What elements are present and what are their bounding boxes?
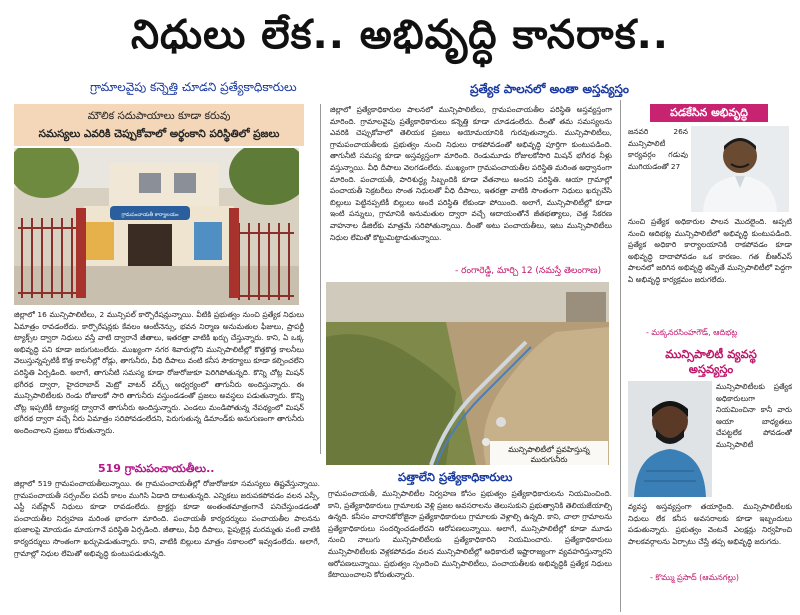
kicker-line-2: సమస్యలు ఎవరికి చెప్పుకోవాలో అర్థంకాని పరిస్థితిలో ప్రజలు bbox=[38, 128, 280, 140]
dateline-credit: - రంగారెడ్డి, మార్చి 12 (నమస్తే తెలంగాణ) bbox=[455, 266, 602, 276]
sidebar-credit-2: - కొమ్ము ప్రసాద్ (ఆమనగల్లు) bbox=[650, 573, 739, 582]
column-divider-2 bbox=[620, 100, 621, 612]
headline: నిధులు లేక.. అభివృద్ధి కానరాక.. bbox=[130, 12, 670, 58]
sidebar-head-2-line-2: అస్తవ్యస్తం bbox=[688, 362, 734, 376]
mid-article: జిల్లాలో ప్రత్యేకాధికారుల పాలనలో మున్సిపాలిటీలు, గ్రామపంచాయతీల పరిస్థితి అస్తవ్యస్తంగా మారింది. గ్రామాలవైపు ప్రత్యేకాధికారులు కన్నెత్తి కూడా చూడడంలేదు. దీంతో తమ సమస్యలను ఎవరికి చెప్పుకోవాలో తెలియక ప్రజలు అయోమయానికి గురవుతున్నారు. మున్సిపాలిటీలు, గ్రామపంచాయతీలకు ప్రభుత్వం నుంచి నిధులు రాకపోవడంతో అభివృద్ధి పూర్తిగా కుంటుపడింది. తాగునీటి సమస్య కూడా అస్తవ్యస్తంగా మారింది. రెండుమూడు రోజులకోసారి మిషన్ భగీరథ నీళ్లు వస్తున్నాయి. వీధి దీపాలు వెలగడంలేదు. ముఖ్యంగా గ్రామపంచాయతీల పరిస్థితి మరింత అధ్వానంగా మారింది. పంచాయతీ, పారిశుద్ధ్య సిబ్బందికి కూడా వేతనాలు అందని పరిస్థితి. ఆయా గ్రామాల్లో పంచాయతీ సెక్రటరీలు సొంత నిధులతో వీధి దీపాలు, ఇతరత్రా వాటికి సొంతంగా నిధులు ఖర్చుచేసి బిల్లులు పెట్టినప్పటికీ బిల్లులు అందే పరిస్థితి లేకుండా పోయింది. అలాగే, మున్సిపాలిటీల్లో కూడా ఇంటి పన్నులు, గ్రామానికి అనుమతుల ద్వారా వచ్చే ఆదాయంతోనే జీతభత్యాలు, చెత్త సేకరణ వాహనాల డీజిల్‌కు మాత్రమే సరిపోతున్నాయి. దీంతో అటు పంచాయతీలు, ఇటు మున్సిపాలిటీలు నిధుల లేమితో కొట్టుమిట్టాడుతున్నాయి. bbox=[330, 105, 612, 242]
person-photo-2 bbox=[628, 381, 712, 497]
sidebar-text-2-top: మున్సిపాలిటీలకు ప్రత్యేక అధికారులుగా నియమించినా కానీ వారు ఆయా బాధ్యతలు చేపట్టలేక పోవడంతో మున్సిపాలిటీ bbox=[716, 382, 792, 449]
section-head-officers: పత్తాలేని ప్రత్యేకాధికారులు bbox=[398, 470, 513, 484]
sidebar-credit-1: - మక్కనరసింహగౌడ్, ఆదిభట్ల bbox=[646, 328, 738, 337]
left-article-2: జిల్లాలో 519 గ్రామపంచాయతీలున్నాయి. ఈ గ్రామపంచాయతీల్లో రోజురోజుకూ సమస్యలు తిష్టవేస్తున్నాయి. గ్రామపంచాయతీ సర్పంచ్‌ల పదవీ కాలం ముగిసి ఏడాది దాటుతున్నది. ఎన్నికలు జరుపకపోవడం వలన ఎస్సీ, ఎస్టీ సబ్‌ప్లాన్ నిధులు కూడా రావడంలేదు. ట్రాక్టర్లు కూడా అంతంతమాత్రంగానే పనిచేస్తుండడంతో పంచాయతీల నిర్వహణ మరింత భారంగా మారింది. పంచాయతీ కార్యదర్శులు పంచాయతీల పాలనను భుజాలపై మోయడం మాయగానే పరిస్థితి ఏర్పడింది. జీతాలు, వీధి దీపాలు, పైపులైన్ల మరమ్మతు వంటి వాటికి కార్యదర్శులు సొంతంగా ఖర్చుపెడుతున్నారు. కాని, వాటికి బిల్లులు మాత్రం సకాలంలో ఇవ్వడంలేదు. అలాగే, గ్రామాల్లో నిధుల లేమితో అభివృద్ధి కుంటుపడుతున్నది. bbox=[14, 479, 320, 558]
kicker-line-1: మౌలిక సదుపాయాలు కూడా కరువు bbox=[87, 110, 231, 122]
kicker-box bbox=[14, 104, 304, 146]
subhead-left: గ్రామాలవైపు కన్నెత్తి చూడని ప్రత్యేకాధికారులు bbox=[90, 80, 297, 94]
left-article: జిల్లాలో 16 మున్సిపాలిటీలు, 2 మున్సిపల్ కార్పొరేషన్లున్నాయి. వీటికి ప్రభుత్వం నుంచి ప్రత్యేక నిధులు ఏమాత్రం రావడంలేదు. కార్పొరేషన్లకు కేవలం ఆంటీనెన్సు, భవన నిర్మాణ అనుమతుల ఫీజులు, ప్రాపర్టీ ట్యాక్స్‌ల ద్వారా నిధులు వస్తే వాటి ద్వారానే జీతాలు, ఇతరత్రా వాటికి ఖర్చు చేస్తున్నారు. కాని, ఏ ఒక్క అభివృద్ధి పని కూడా జరుగుటంలేదు. ముఖ్యంగా నగర శివారుల్లోని మున్సిపాలిటీల్లో కొత్తకొత్త కాలనీలు వెలుస్తున్నప్పటికీ కొత్త కాలనీల్లో రోడ్లు, తాగునీరు, వీధి దీపాలు వంటి కనీస సౌకర్యాలు కూడా కల్పించలేని పరిస్థితి ఏర్పడింది. అలాగే, తాగునీటి సమస్య కూడా రోజురోజుకూ పెరిగిపోతున్నది. కొన్ని చోట్ల మిషన్ భగీరథ ద్వారా, హైదరాబాద్ మెట్రో వాటర్ వర్క్స్ ఆధ్వర్యంలో తాగునీరు అందిస్తున్నారు. ఈ మున్సిపాలిటీలకు రెండు రోజులకో సారి తాగునీరు వస్తుండడంతో ప్రజలు అవస్థలు పడుతున్నారు. కొన్ని చోట్ల ఇప్పటికీ ట్యాంకర్ల ద్వారానే తాగునీరు అందిస్తున్నారు. ఎండలు మండిపోతున్న నేపథ్యంలో మిషన్ భగీరథ ద్వారా వచ్చే నీరు ఏమాత్రం సరిపోవడంలేదని, పెరుగుతున్న డిమాండ్‌కు అనుగుణంగా తాగునీరు అందించాలని ప్రజలు కోరుతున్నారు. bbox=[14, 310, 304, 435]
sidebar-head-2 bbox=[628, 347, 794, 377]
sidebar-text-1-top: జనవరి 26న మున్సిపాలిటీ కార్యవర్గం గడువు ముగియడంతో 27 bbox=[628, 127, 688, 171]
mid-article-2: గ్రామపంచాయతీ, మున్సిపాలిటీల నిర్వహణ కోసం ప్రభుత్వం ప్రత్యేకాధికారులను నియమించింది. కాని, ప్రత్యేకాధికారులు గ్రామాలకు వెళ్లి ప్రజల అవసరాలను తెలుసుకుని ప్రభుత్వానికి తెలియజేయాల్సి ఉన్నది. కనీసం వారానికోరోజైనా ప్రత్యేకాధికారులు గ్రామాలకు వెళ్లాల్సి ఉన్నది. కాని, చాలా గ్రామాలను ప్రత్యేకాధికారులు సందర్శించడంలేదని ఆరోపణలున్నాయి. అలాగే, మున్సిపాలిటీల్లో కూడా మూడు నుంచి నాలుగు మున్సిపాలిటీలకు ప్రత్యేకాధికారిని నియమించారు. ప్రత్యేకాధికారులు మున్సిపాలిటీలకు వెళ్లకపోవడం వలన మున్సిపాలిటీల్లో అధికారులే ఇష్టారాజ్యంగా వ్యవహరిస్తున్నారని ఆరోపణలున్నాయి. ప్రభుత్వం స్పందించి మున్సిపాలిటీలు, పంచాయతీలకు అభివృద్ధికి ప్రత్యేక నిధులు కేటాయించాలని కోరుతున్నారు. bbox=[328, 489, 612, 580]
sidebar-text-1: నుంచి ప్రత్యేక అధికారుల పాలన మొదలైంది. అప్పటి నుంచి ఆదిభట్ల మున్సిపాలిటీలో అభివృద్ధి కుంటుపడింది. ప్రత్యేక అధికారి కార్యాలయానికి రాకపోవడం కూడా అభివృద్ధి దాదాపోవడం ఒక కారణం. గత బీఆర్‌ఎస్ పాలనలో జరిగిన అభివృద్ధి తప్పితే మున్సిపాలిటీలో పెద్దగా ఏ అభివృద్ధి కార్యక్రమం జరుగలేదు. bbox=[628, 217, 792, 284]
arch-sign-text: గ్రామపంచాయతీ కార్యాలయం bbox=[121, 212, 179, 218]
section-head-panchayats: 519 గ్రామపంచాయతీలు.. bbox=[98, 462, 215, 475]
drain-photo bbox=[326, 282, 609, 465]
sidebar bbox=[628, 104, 794, 612]
sidebar-tag: పడకేసిన అభివృద్ధి bbox=[650, 104, 768, 122]
drain-photo-caption: మున్సిపాలిటీలో ప్రవహిస్తున్న మురుగునీరు bbox=[490, 441, 608, 471]
person-photo-1 bbox=[691, 126, 789, 212]
column-divider-1 bbox=[320, 104, 321, 454]
sidebar-text-2: వ్యవస్థ అస్తవ్యస్తంగా తయారైంది. మున్సిపాలిటీలకు నిధులు లేక కనీస అవసరాలకు కూడా ఇబ్బందులు పడుతున్నారు. ప్రభుత్వం వెంటనే ఎలక్షన్లు నిర్వహించి పాలకవర్గాలను ఏర్పాటు చేస్తే తప్ప అభివృద్ధి జరుగదు. bbox=[628, 502, 792, 546]
panchayat-office-photo bbox=[14, 148, 299, 305]
sidebar-head-2-line-1: మున్సిపాలిటీ వ్యవస్థ bbox=[665, 347, 757, 361]
subhead-right: ప్రత్యేక పాలనలో అంతా అస్తవ్యస్తం bbox=[470, 82, 629, 96]
